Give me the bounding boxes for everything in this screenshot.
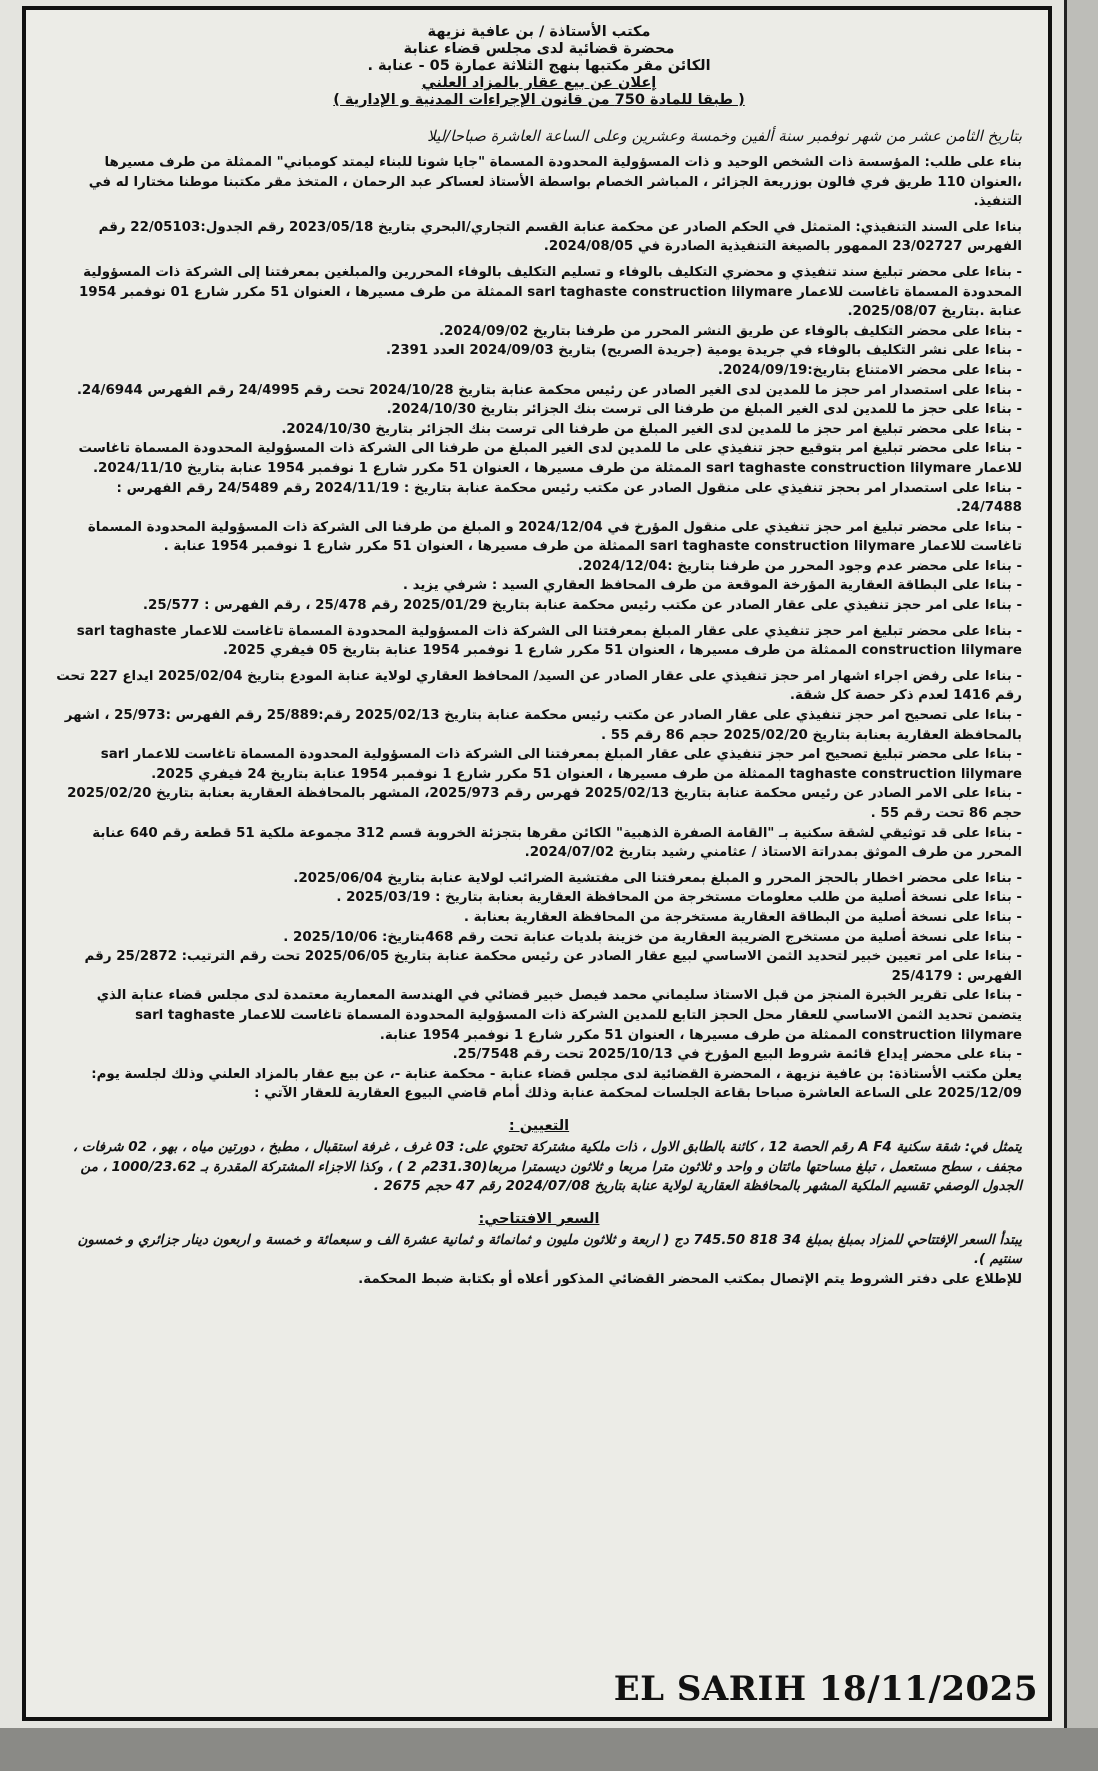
- para-22: - بناءا على محضر اخطار بالحجز المحرر و المبلغ بمعرفتنا الى مفتشية الضرائب لولاية عنابة بتاريخ 2025/06/04.: [293, 870, 1022, 886]
- date-line: بتاريخ الثامن عشر من شهر نوفمبر سنة ألفين وخمسة وعشرين وعلى الساعة العاشرة صباحا/ليلا: [427, 127, 1022, 145]
- para-6: - بناءا على محضر الامتناع بتاريخ:2024/09/19.: [717, 362, 1022, 378]
- para-18: - بناءا على تصحيح امر حجز تنفيذي على عقار الصادر عن مكتب رئيس محكمة عنابة بتاريخ 2025/02/13 رقم:25/889 رقم الفهرس :25/973 ، اشهر بالمحافظة العقارية بعنابة بتاريخ 2025/02/20 حجم 86 رقم 55 .: [64, 708, 1022, 743]
- page-bottom-edge: [0, 1728, 1098, 1771]
- para-16: - بناءا على محضر تبليغ امر حجز تنفيذي على عقار المبلغ بمعرفتنا الى الشركة ذات المسؤولية المحدودة المسماة تاغاست للاعمار sarl taghaste construction lilymare الممثلة من طرف مسيرها ، العنوان 51 مكرر شارع 1 نوفمبر 1954 عنابة بتاريخ 05 فيفري 2025.: [76, 623, 1022, 659]
- auction-notice-box: [22, 6, 1052, 1721]
- opening-price-title: السعر الافتتاحي:: [478, 1210, 600, 1227]
- para-24: - بناءا على نسخة أصلية من البطاقة العقارية مستخرجة من المحافظة العقارية بعنابة .: [463, 909, 1022, 925]
- para-27: - بناءا على تقرير الخبرة المنجز من قبل الاستاذ سليماني محمد فيصل خبير قضائي في الهندسة المعمارية معتمدة لدى مجلس قضاء عنابة الذي يتضمن تحديد الثمن الاساسي للعقار محل الحجز التابع للمدين الشركة ذات المسؤولية المحدودة المسماة تاغاست للاعمار sarl taghaste construction lilymare الممثلة من طرف مسيرها ، العنوان 51 مكرر شارع 1 نوفمبر 1954 عنابة.: [96, 988, 1022, 1043]
- para-7: - بناءا على استصدار امر حجز ما للمدين لدى الغير الصادر عن رئيس محكمة عنابة بتاريخ 2024/10/28 تحت رقم 24/4995 رقم الفهرس 24/6944.: [76, 382, 1022, 398]
- para-14: - بناءا على البطاقة العقارية المؤرخة الموقعة من طرف المحافظ العقاري السيد : شرفي يزيد .: [402, 578, 1022, 594]
- para-25: - بناءا على نسخة أصلية من مستخرج الضريبة العقارية من خزينة بلديات عنابة تحت رقم 468بتاريخ: 2025/10/06 .: [283, 929, 1022, 945]
- header-legal-basis: ( طبقا للمادة 750 من قانون الإجراءات المدنية و الإدارية ): [333, 92, 745, 108]
- para-20: - بناءا على الامر الصادر عن رئيس محكمة عنابة بتاريخ 2025/02/13 فهرس رقم 2025/973، المشهر بالمحافظة العقارية بعنابة بتاريخ 2025/02/20 حجم 86 تحت رقم 55 .: [67, 786, 1022, 821]
- para-requester: بناء على طلب: المؤسسة ذات الشخص الوحيد و ذات المسؤولية المحدودة المسماة "جايا شونا للبناء ليمتد كومباني" الممثلة من طرف مسيرها ،العنوان 110 طريق فري فالون بوزريعة الجزائر ، المباشر الخصام بواسطة الأستاذ لعساكر عبد الرحمان ، المتخذ مقر مكتبنا موطنا مختارا له في التنفيذ.: [88, 155, 1022, 210]
- para-title-deed: بناءا على السند التنفيذي: المتمثل في الحكم الصادر عن محكمة عنابة القسم التجاري/البحري بتاريخ 2023/05/18 رقم الجدول:22/05103 رقم الفهرس 23/02727 الممهور بالصيغة التنفيذية الصادرة في 2024/08/05.: [98, 219, 1022, 255]
- para-8: - بناءا على حجز ما للمدين لدى الغير المبلغ من طرفنا الى ترست بنك الجزائر بتاريخ 2024/10/30.: [386, 402, 1022, 418]
- designation-text: يتمثل في: شقة سكنية A F4 رقم الحصة 12 ، كائنة بالطابق الاول ، ذات ملكية مشتركة تحتوي على: 03 غرف ، غرفة استقبال ، مطبخ ، دورتين مياه ، بهو ، 02 شرفات ، مجفف ، سطح مستعمل ، تبلغ مساحتها مائتان و واحد و ثلاثون مترا مربعا و ثلاثون ديسمترا مربعا(231.30م 2 ) ، وكذا الاجزاء المشتركة المقدرة بـ 1000/23.62 ، من الجدول الوصفي تقسيم الملكية المشهر بالمحافظة العقارية لولاية عنابة بتاريخ 2024/07/08 رقم 47 حجم 2675 .: [72, 1139, 1022, 1195]
- opening-price-text: يبتدأ السعر الإفتتاحي للمزاد بمبلغ بمبلغ 34 818 745.50 دج ( اربعة و ثلاثون مليون و ثمانمائة و ثمانية عشرة الف و سبعمائة و خمسة و اربعون دينار جزائري و خمسون سنتيم ).: [77, 1232, 1022, 1268]
- adjacent-column-edge: [1064, 0, 1098, 1771]
- para-5: - بناءا على نشر التكليف بالوفاء في جريدة يومية (جريدة الصريح) بتاريخ 2024/09/03 العدد 2391.: [385, 343, 1022, 359]
- para-28: - بناء على محضر إيداع قائمة شروط البيع المؤرخ في 2025/10/13 تحت رقم 25/7548.: [452, 1047, 1022, 1063]
- designation-title: التعيين :: [508, 1117, 570, 1134]
- notice-header: [56, 24, 1022, 109]
- para-21: - بناءا على قد توثيقي لشقة سكنية بـ "القامة الصفرة الذهبية" الكائن مقرها بتجزئة الخروبة قسم 312 مجموعة ملكية 51 قطعة رقم 640 عنابة المحرر من طرف الموثق بمدراتة الاستاذ / عثامني رشيد بتاريخ 2024/07/02.: [92, 825, 1022, 861]
- para-23: - بناءا على نسخة أصلية من طلب معلومات مستخرجة من المحافظة العقارية بعنابة بتاريخ : 2025/03/19 .: [336, 890, 1022, 906]
- header-title: إعلان عن بيع عقار بالمزاد العلني: [421, 75, 657, 91]
- para-10: - بناءا على محضر تبليغ امر بتوقيع حجز تنفيذي على ما للمدين لدى الغير المبلغ من طرفنا الى الشركة ذات المسؤولية المحدودة المسماة تاغاست للاعمار sarl taghaste construction lilymare الممثلة من طرف مسيرها ، العنوان 51 مكرر شارع 1 نوفمبر 1954 عنابة بتاريخ 2024/11/10.: [78, 441, 1022, 476]
- para-17: - بناءا على رفض اجراء اشهار امر حجز تنفيذي على عقار الصادر عن السيد/ المحافظ العقاري لولاية عنابة المودع بتاريخ 2025/02/04 ايداع 227 تحت رقم 1416 لعدم ذكر حصة كل شقة.: [56, 668, 1022, 704]
- para-13: - بناءا على محضر عدم وجود المحرر من طرفنا بتاريخ :2024/12/04.: [577, 558, 1022, 574]
- para-26: - بناءا على امر تعيين خبير لتحديد الثمن الاساسي لبيع عقار الصادر عن رئيس محكمة عنابة بتاريخ 2025/06/05 تحت رقم الترتيب: 25/2872 رقم الفهرس : 25/4179: [84, 949, 1022, 984]
- para-auction-announcement: يعلن مكتب الأستاذة: بن عافية نزيهة ، المحضرة القضائية لدى مجلس قضاء عنابة - محكمة عنابة -، عن بيع عقار بالمزاد العلني وذلك لجلسة يوم: 2025/12/09 على الساعة العاشرة صباحا بقاعة الجلسات لمحكمة عنابة وذلك أمام قاضي البيوع العقارية للعقار الآتي :: [91, 1066, 1022, 1102]
- para-4: - بناءا على محضر التكليف بالوفاء عن طريق النشر المحرر من طرفنا بتاريخ 2024/09/02.: [438, 323, 1022, 339]
- header-role: محضرة قضائية لدى مجلس قضاء عنابة: [403, 41, 675, 57]
- para-9: - بناءا على محضر تبليغ امر حجز ما للمدين لدى الغير المبلغ من طرفنا الى ترست بنك الجزائر بتاريخ 2024/10/30.: [281, 421, 1022, 437]
- header-office: مكتب الأستاذة / بن عافية نزيهة: [427, 24, 651, 40]
- para-12: - بناءا على محضر تبليغ امر حجز تنفيذي على منقول المؤرخ في 2024/12/04 و المبلغ من طرفنا الى الشركة ذات المسؤولية المحدودة المسماة تاغاست للاعمار sarl taghaste construction lilymare الممثلة من طرف مسيرها ، العنوان 51 مكرر شارع 1 نوفمبر 1954 عنابة .: [87, 519, 1022, 555]
- para-19: - بناءا على محضر تبليغ تصحيح امر حجز تنفيذي على عقار المبلغ بمعرفتنا الى الشركة ذات المسؤولية المحدودة المسماة تاغاست للاعمار sarl taghaste construction lilymare الممثلة من طرف مسيرها ، العنوان 51 مكرر شارع 1 نوفمبر 1954 عنابة بتاريخ 24 فيفري 2025.: [100, 747, 1022, 782]
- conditions-notice: للإطلاع على دفتر الشروط يتم الإتصال بمكتب المحضر القضائي المذكور أعلاه أو بكتابة ضبط المحكمة.: [358, 1271, 1022, 1287]
- header-address: الكائن مقر مكتبها بنهج الثلاثة عمارة 05 - عنابة .: [367, 58, 711, 74]
- para-3: - بناءا على محضر تبليغ سند تنفيذي و محضري التكليف بالوفاء و تسليم التكليف بالوفاء المحررين والمبلغين بمعرفتنا إلى الشركة ذات المسؤولية المحدودة المسماة تاغاست للاعمار sarl taghaste construction lilymare الممثلة من طرف مسيرها ، العنوان 51 مكرر شارع 01 نوفمبر 1954 عنابة .بتاريخ 2025/08/07.: [78, 264, 1022, 320]
- newspaper-dateline: EL SARIH 18/11/2025: [613, 1669, 1038, 1709]
- para-11: - بناءا على استصدار امر بحجز تنفيذي على منقول الصادر عن مكتب رئيس محكمة عنابة بتاريخ : 2024/11/19 رقم 24/5489 رقم الفهرس : 24/7488.: [116, 480, 1022, 516]
- para-15: - بناءا على امر حجز تنفيذي على عقار الصادر عن مكتب رئيس محكمة عنابة بتاريخ 2025/01/29 رقم 25/478 ، رقم الفهرس : 25/577.: [142, 598, 1022, 614]
